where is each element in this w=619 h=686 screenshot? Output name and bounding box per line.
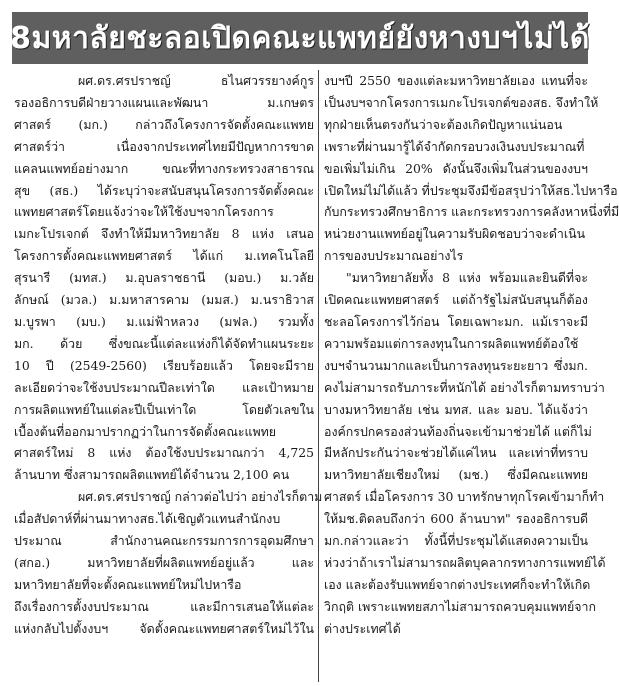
article-line: ต่างประเทศได้ [324, 620, 401, 636]
article-line: มก.กล่าวและว่า ทั้งนี้ที่ประชุมได้แสดงความเป็น [324, 533, 588, 549]
article-line: 10 ปี (2549-2560) เรียบร้อยแล้ว โดยจะมีราย [14, 357, 314, 373]
article-line: รองอธิการบดีฝ่ายวางแผนและพัฒนา ม.เกษตร [14, 94, 314, 110]
article-line: เมกะโปรเจกต์ จึงทำให้มีมหาวิทยาลัย 8 แห่ง เสนอ [14, 226, 314, 242]
article-line: แพทยศาสตร์โดยแจ้งว่าจะให้ใช้งบฯจากโครงการ [14, 204, 274, 220]
article-line: ลักษณ์ (มวล.) ม.มหาสารคาม (มมส.) ม.นราธิวาส [14, 292, 314, 308]
article-line: ผศ.ดร.ศรปราชญ์ กล่าวต่อไปว่า อย่างไรก็ตาม [78, 489, 323, 505]
article-line: (สกอ.) มหาวิทยาลัยที่ผลิตแพทย์อยู่แล้ว และ [14, 554, 314, 570]
article-line: มีหลักประกันว่าจะช่วยได้แค่ไหน และเท่าที่ทราบ [324, 445, 588, 461]
article-line: ห่วงว่าถ้าเราไม่สามารถผลิตบุคลากรทางการแพทย์ได้ [324, 554, 606, 570]
article-column-left [14, 70, 323, 682]
article-line: มก. ด้วย ซึ่งขณะนี้แต่ละแห่งก็ได้จัดทำแผนระยะ [14, 335, 314, 351]
article-line: ม.บูรพา (มบ.) ม.แม่ฟ้าหลวง (มฟล.) รวมทั้ง [14, 313, 314, 329]
article-line: ศาสตร์ (มก.) กล่าวถึงโครงการจัดตั้งคณะแพทย [14, 116, 314, 132]
article-line: เพราะที่ผ่านมารู้ได้จำกัดกรอบวงเงินงบประมาณที่ [324, 138, 585, 154]
article-line: "มหาวิทยาลัยทั้ง 8 แห่ง พร้อมและยินดีที่จะ [346, 270, 588, 286]
article-line: เปิดคณะแพทยศาสตร์ แต่ถ้ารัฐไม่สนับสนุนก็ต้อง [324, 292, 588, 308]
article-line: กับกระทรวงศึกษาธิการ และกระทรวงการคลังหาหนึ่งที่มี [324, 204, 619, 220]
article-line: ผศ.ดร.ศรปราชญ์ ธไนศวรรยางค์กูร [78, 73, 314, 88]
article-line: งบฯจำนวนมากและเป็นการลงทุนระยะยาว ซึ่งมก. [324, 357, 588, 373]
article-line: บางมหาวิทยาลัย เช่น มทส. และ มอบ. ได้แจ้งว่า [324, 401, 588, 417]
article-line: สุรนารี (มทส.) ม.อุบลราชธานี (มอบ.) ม.วลัย [14, 270, 314, 286]
headline-title: 8มหาลัยชะลอเปิดคณะแพทย์ยังหางบฯไม่ได้ [10, 20, 590, 56]
article-line: แคลนแพทย์อย่างมาก ขณะที่ทางกระทรวงสาธารณ [14, 160, 314, 176]
article-line: วิกฤติ เพราะแพทยสภาไม่สามารถควบคุมแพทย์จาก [324, 598, 596, 614]
article-line: เป็นงบฯจากโครงการเมกะโปรเจกต์ของสธ. จึงทำให้ [324, 94, 599, 110]
article-line: โครงการตั้งคณะแพทยศาสตร์ ได้แก่ ม.เทคโนโลยี [14, 248, 314, 264]
article-line: ศาสตร์ใหม่ 8 แห่ง ต้องใช้งบประมาณกว่า 4,725 [14, 445, 314, 461]
article-line: ประมาณ สำนักงานคณะกรรมการการอุดมศึกษา [14, 533, 314, 549]
article-line: ความพร้อมแต่การลงทุนในการผลิตแพทย์ต้องใช้ [324, 335, 579, 351]
article-line: เอง และต้องรับแพทย์จากต่างประเทศก็จะทำให้เกิด [324, 576, 591, 592]
article-line: องค์กรปกครองส่วนท้องถิ่นจะเข้ามาช่วยได้ แต่ก็ไม่ [324, 423, 592, 439]
article-line: ถึงเรื่องการตั้งงบประมาณ และมีการเสนอให้แต่ละ [14, 598, 314, 614]
article-column-right [324, 70, 619, 682]
article-line: เปิดใหม่ไม่ได้แล้ว ที่ประชุมจึงมีข้อสรุปว่าให้สธ.ไปหารือ [324, 182, 618, 198]
column-divider [318, 70, 319, 682]
article-line: มหาวิทยาลัยที่จะตั้งคณะแพทย์ใหม่ไปหารือ [14, 576, 242, 592]
article-line: ให้มช.ติดลบถึงกว่า 600 ล้านบาท" รองอธิการบดี [324, 511, 588, 527]
article-line: เบื้องต้นที่ออกมาปรากฏว่าในการจัดตั้งคณะแพทย [14, 423, 277, 439]
article-line: หน่วยงานแพทย์อยู่ในความรับผิดชอบว่าจะดำเนิน [324, 226, 586, 242]
headline-banner [12, 12, 588, 64]
article-line: ทุกฝ่ายเห็นตรงกันว่าจะต้องเกิดปัญหาแน่นอน [324, 116, 563, 132]
article-line: การผลิตแพทย์ในแต่ละปีเป็นเท่าใด โดยตัวเลขใน [14, 401, 314, 417]
article-line: สุข (สธ.) ได้ระบุว่าจะสนับสนุนโครงการจัดตั้งคณะ [14, 182, 314, 198]
article-line: คงไม่สามารถรับภาระที่หนักได้ อย่างไรก็ตามทราบว่า [324, 379, 605, 395]
article-line: ชะลอโครงการไว้ก่อน โดยเฉพาะมก. แม้เราจะมี [324, 313, 588, 329]
article-line: เมื่อสัปดาห์ที่ผ่านมาทางสธ.ได้เชิญตัวแทนสำนักงบ [14, 511, 281, 527]
article-line: แห่งกลับไปตั้งงบฯ จัดตั้งคณะแพทยศาสตร์ใหม่ไว้ใน [14, 620, 314, 636]
article-line: ศาสตร์ว่า เนื่องจากประเทศไทยมีปัญหาการขาด [14, 138, 314, 154]
article-line: ละเอียดว่าจะใช้งบประมาณปีละเท่าใด และเป้าหมาย [14, 379, 314, 395]
article-line: มหาวิทยาลัยเชียงใหม่ (มช.) ซึ่งมีคณะแพทย [324, 467, 588, 483]
article-line: ขอเพิ่มไม่เกิน 20% ดังนั้นจึงเพิ่มในส่วนของงบฯ [324, 160, 588, 176]
article-line: ศาสตร์ เมื่อโครงการ 30 บาทรักษาทุกโรคเข้ามาก็ทำ [324, 489, 605, 505]
article-line: งบฯปี 2550 ของแต่ละมหาวิทยาลัยเอง แทนที่จะ [324, 73, 588, 88]
article-line: ล้านบาท ซึ่งสามารถผลิตแพทย์ได้จำนวน 2,100 คน [14, 467, 290, 483]
article-line: การของบประมาณอย่างไร [324, 248, 464, 264]
